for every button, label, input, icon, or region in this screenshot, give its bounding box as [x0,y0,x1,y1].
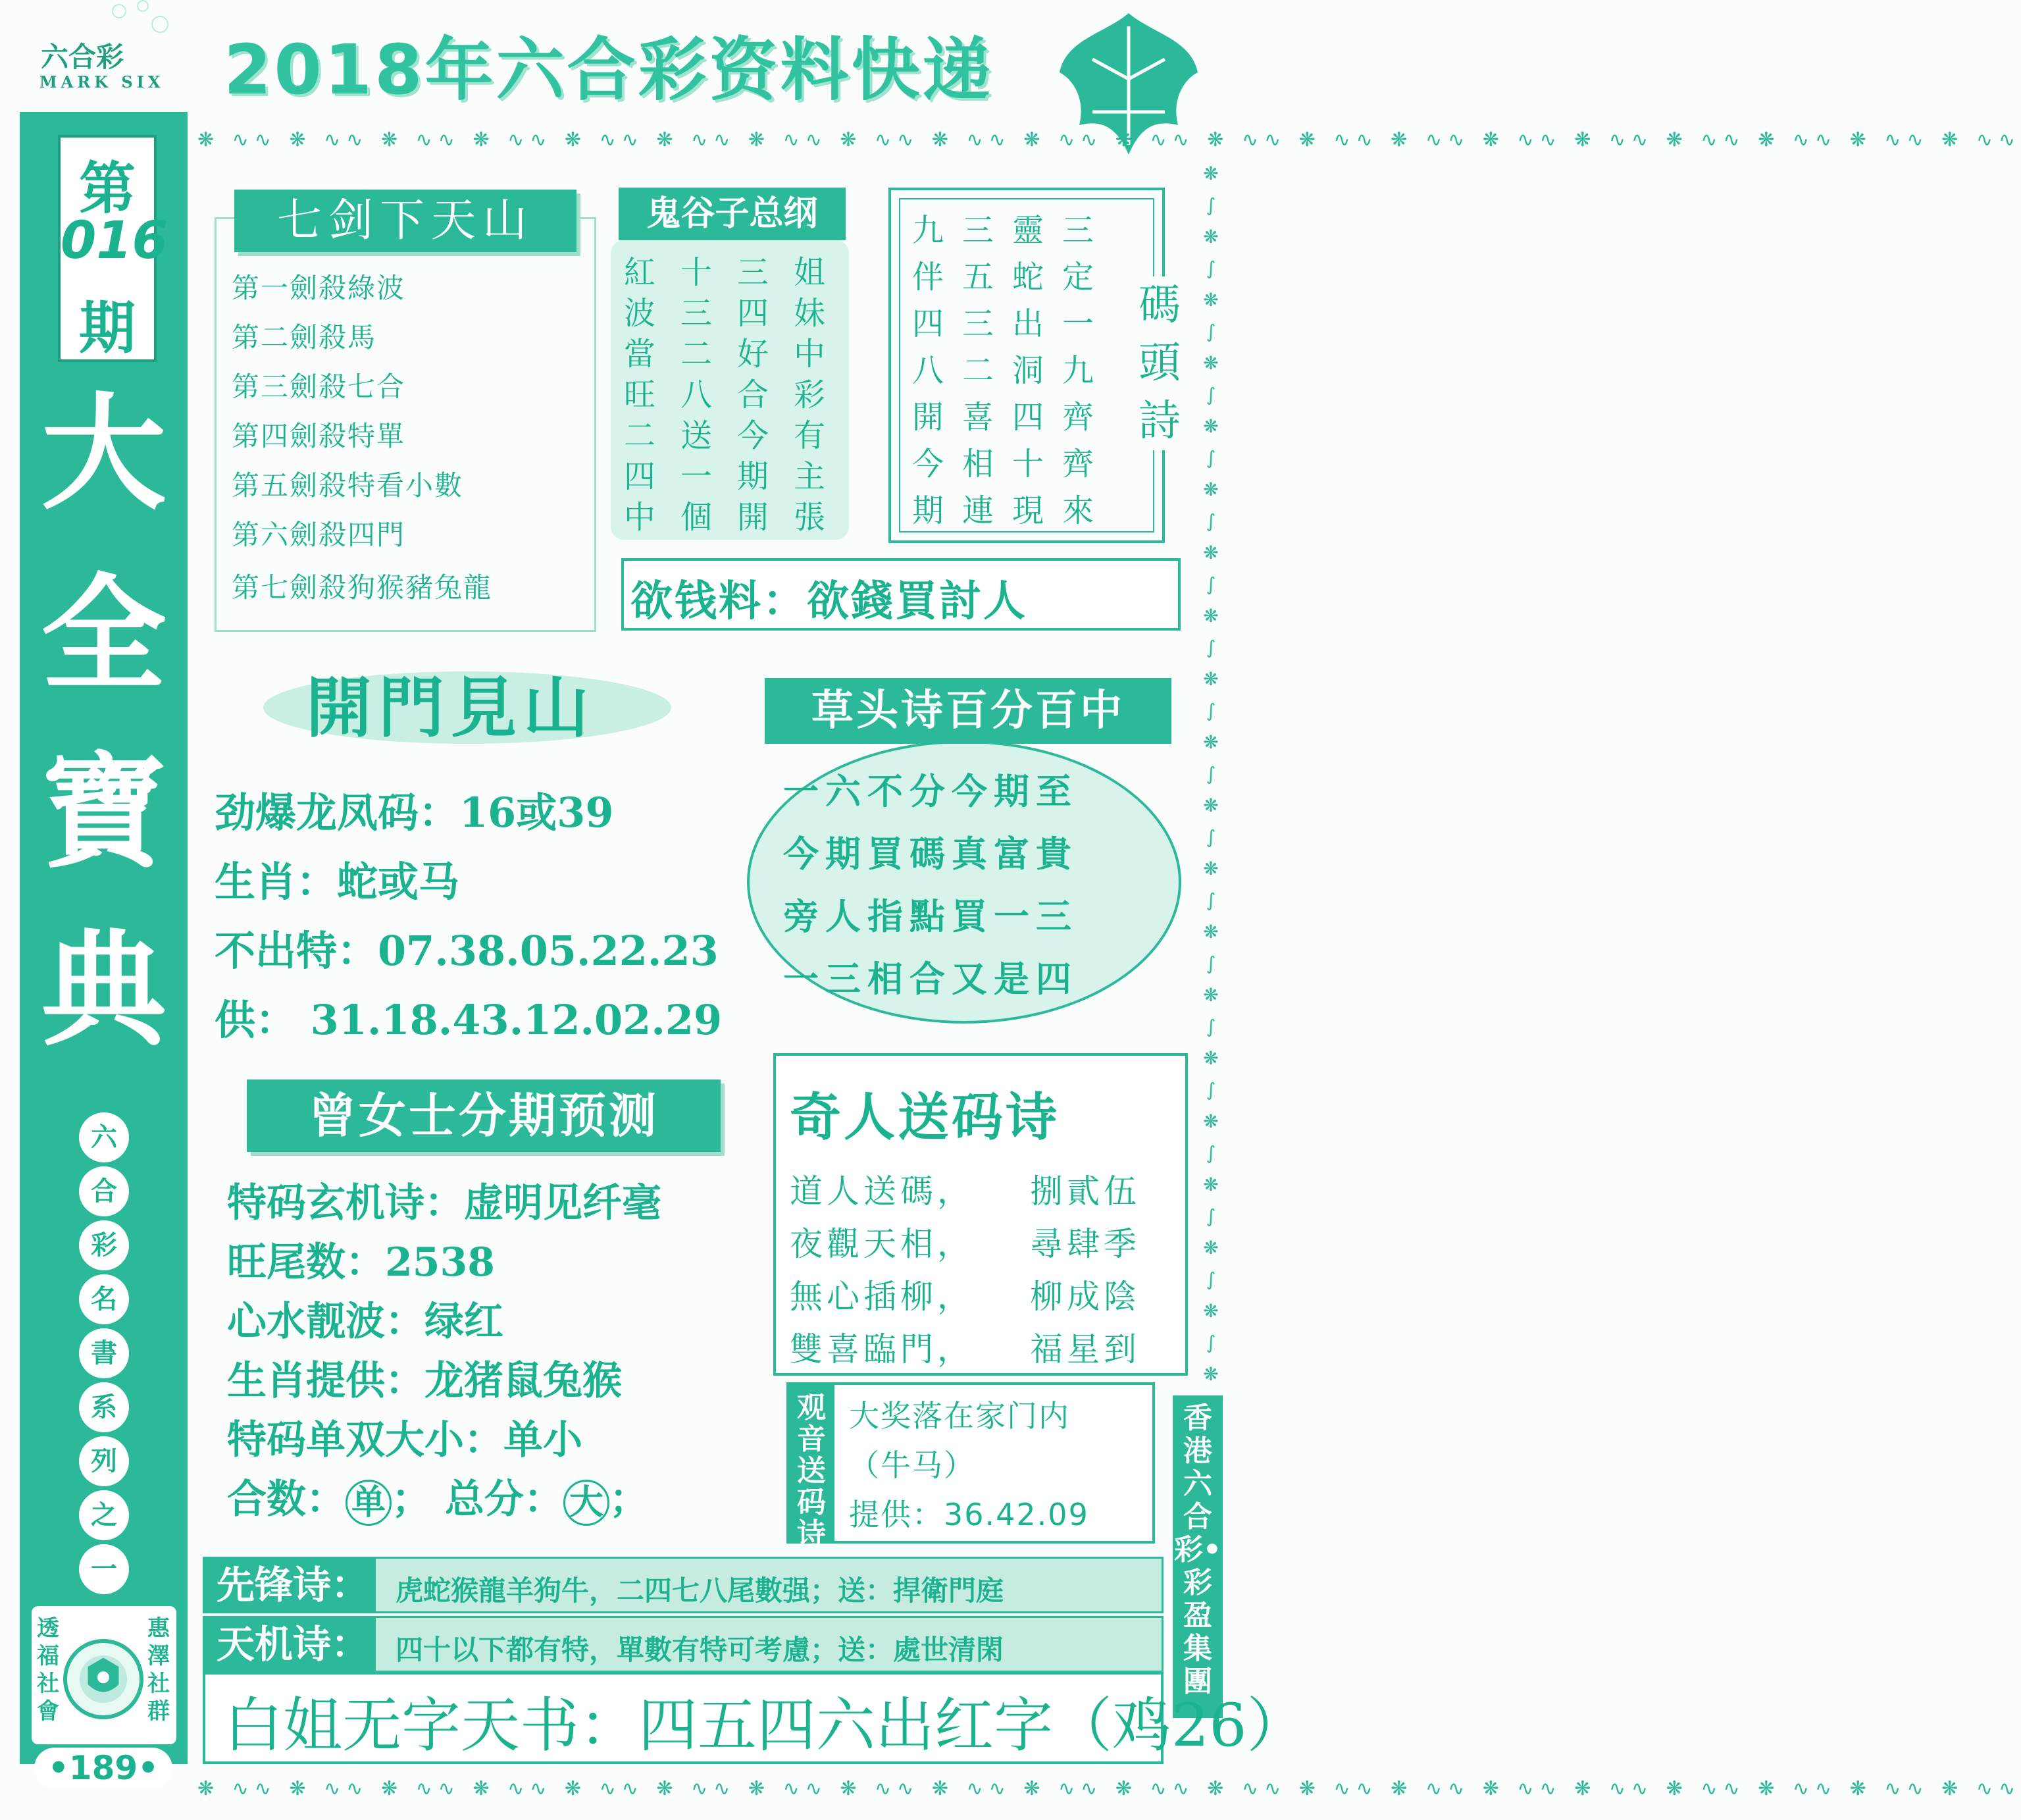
seal-left-2: 福 [37,1643,59,1669]
zeng-line-3: 心水靓波：绿红 [227,1299,503,1345]
sage-line-left-4: 雙喜臨門， [790,1330,974,1368]
pioneer-text: 虎蛇猴龍羊狗牛，二四七八尾數强；送：捍衛門庭 [396,1574,1004,1607]
seven-swords-title: 七剑下天山 [234,190,576,252]
greed-text: 欲钱料：欲錢買討人 [630,577,1027,626]
grass-poem-line-2: 今期買碼真富貴 [783,833,1078,875]
top-ornament-border: ❋ ∿∿ ❋ ∿∿ ❋ ∿∿ ❋ ∿∿ ❋ ∿∿ ❋ ∿∿ ❋ ∿∿ ❋ ∿∿ ❋ ∿∿ ❋ ∿∿ ❋ ∿∿ ❋ ∿∿ ❋ ∿∿ ❋ ∿∿ ❋ ∿∿ ❋ ∿∿ ❋ ∿∿ ❋ ∿∿ ❋ ∿∿ ❋ ∿∿ [197,128,2021,151]
series-char: 六 [79,1112,129,1162]
big-title-char-2: 全 [41,562,166,708]
zeng-forecast-title: 曾女士分期预测 [247,1079,721,1152]
seal-right-3: 社 [147,1671,170,1697]
seal-left-1: 透 [37,1615,59,1642]
open-door-line-1: 劲爆龙凤码：16或39 [215,789,614,837]
series-char: 一 [79,1544,129,1594]
sword-line-5: 第五劍殺特看小數 [232,469,464,502]
grass-poem-line-1: 一六不分今期至 [783,770,1078,812]
seal-left-4: 會 [37,1698,59,1725]
series-char: 列 [79,1436,129,1486]
sage-line-left-3: 無心插柳， [790,1278,974,1316]
zeng-line-4: 生肖提供：龙猪鼠兔猴 [227,1358,622,1404]
big-title-char-3: 寶 [41,740,166,885]
big-title-char-1: 大 [41,381,166,527]
line-end: ； [609,1476,649,1522]
issue-number: 016 [61,211,168,271]
sage-poem-title: 奇人送码诗 [790,1088,1060,1147]
heaven-text: 四十以下都有特，單數有特可考慮；送：處世清閑 [396,1634,1004,1666]
open-door-line-2: 生肖：蛇或马 [215,858,460,906]
he-shu-label: 合数： [227,1476,345,1522]
logo-subtitle: MARK SIX [39,72,165,91]
grass-poem-line-4: 一三相合又是四 [783,958,1078,1000]
sage-line-right-3: 柳成陰 [1030,1278,1140,1316]
zong-fen-value: 大 [563,1480,609,1526]
book-text: 白姐无字天书：四五四六出红字（鸡26） [224,1691,1306,1760]
seal-left-3: 社 [37,1671,59,1697]
ghost-valley-col-4: 姐妹中彩有主張 [793,254,825,536]
series-char: 系 [79,1382,129,1432]
open-door-line-3: 不出特：07.38.05.22.23 [215,927,719,975]
sage-line-right-2: 尋肆季 [1030,1225,1140,1263]
heaven-label: 天机诗： [205,1618,376,1671]
seal-right-4: 群 [147,1698,170,1725]
open-door-line-4: 供： 31.18.43.12.02.29 [215,996,723,1044]
pioneer-label: 先锋诗： [205,1559,376,1611]
sword-line-3: 第三劍殺七合 [232,371,406,403]
grass-poem-line-3: 旁人指點買一三 [783,895,1078,937]
seal-right-2: 澤 [147,1643,170,1669]
crest-emblem-icon [63,1639,143,1719]
hk-vertical-label: 香港六合彩•彩盈集團 [1173,1395,1223,1718]
code-head-grid [899,198,1154,533]
sage-line-right-1: 捌貳伍 [1030,1172,1140,1210]
series-char: 合 [79,1166,129,1216]
zong-fen-label: ； 总分： [392,1476,563,1522]
zeng-line-6 [227,1468,649,1526]
bottom-ornament-border: ❋ ∿∿ ❋ ∿∿ ❋ ∿∿ ❋ ∿∿ ❋ ∿∿ ❋ ∿∿ ❋ ∿∿ ❋ ∿∿ ❋ ∿∿ ❋ ∿∿ ❋ ∿∿ ❋ ∿∿ ❋ ∿∿ ❋ ∿∿ ❋ ∿∿ ❋ ∿∿ ❋ ∿∿ ❋ ∿∿ ❋ ∿∿ ❋ ∿∿ [197,1777,2021,1800]
ghost-valley-col-2: 十三二八送一個 [680,254,712,536]
issue-di: 第 [79,156,136,222]
zeng-line-1: 特码玄机诗：虚明见纤毫 [227,1180,661,1226]
he-shu-value: 单 [345,1480,392,1526]
code-head-col-3: 靈蛇出洞四十現 [1011,212,1044,529]
logo-text: 六合彩 [41,41,124,73]
issue-qi: 期 [79,296,136,361]
guanyin-line-2: （牛马） [849,1447,975,1483]
sword-line-4: 第四劍殺特單 [232,420,406,452]
code-head-col-1: 九伴四八開今期 [911,212,944,529]
pioneer-bar [203,1557,1164,1613]
big-title-char-4: 典 [41,918,166,1063]
series-char: 書 [79,1328,129,1378]
right-ornament-border: ❋ ∫ ❋ ∫ ❋ ∫ ❋ ∫ ❋ ∫ ❋ ∫ ❋ ∫ ❋ ∫ ❋ ∫ ❋ ∫ ❋ ∫ ❋ ∫ ❋ ∫ ❋ ∫ ❋ ∫ ❋ ∫ ❋ ∫ ❋ ∫ ❋ ∫ ❋ [1203,163,1219,1385]
sword-line-1: 第一劍殺綠波 [232,272,406,304]
ghost-valley-grid [611,240,849,540]
zeng-line-2: 旺尾数：2538 [227,1239,495,1286]
sage-line-right-4: 福星到 [1030,1330,1140,1368]
page-number: •189• [34,1748,172,1788]
seal-right-1: 惠 [147,1615,170,1642]
series-char: 之 [79,1490,129,1540]
sword-line-7: 第七劍殺狗猴豬兔龍 [232,571,493,604]
guanyin-line-3: 提供：36.42.09 [849,1497,1089,1532]
series-char: 彩 [79,1220,129,1270]
code-head-label: 碼頭詩 [1133,276,1186,450]
ghost-valley-col-3: 三四好合今期開 [736,254,769,536]
open-door-title: 開門見山 [306,669,596,746]
issue-badge [58,135,168,362]
grass-poem-title: 草头诗百分百中 [765,678,1171,744]
ghost-valley-title: 鬼谷子总纲 [619,188,846,240]
ghost-valley-col-1: 紅波當旺二四中 [623,254,655,536]
page-title: 2018年六合彩资料快递 [224,30,994,110]
series-char: 名 [79,1274,129,1324]
sage-line-left-2: 夜觀天相， [790,1225,974,1263]
code-head-col-4: 三定一九齊齊來 [1062,212,1094,529]
sage-line-left-1: 道人送碼， [790,1172,974,1210]
code-head-col-2: 三五三二喜相連 [961,212,994,529]
guanyin-line-1: 大奖落在家门内 [849,1398,1070,1434]
sword-line-6: 第六劍殺四門 [232,519,406,551]
sword-line-2: 第二劍殺馬 [232,321,377,353]
heaven-bar [203,1616,1164,1673]
bubbles-decoration [99,0,178,39]
guanyin-label: 观音送码诗 [788,1384,834,1542]
zeng-line-5: 特码单双大小：单小 [227,1417,582,1463]
